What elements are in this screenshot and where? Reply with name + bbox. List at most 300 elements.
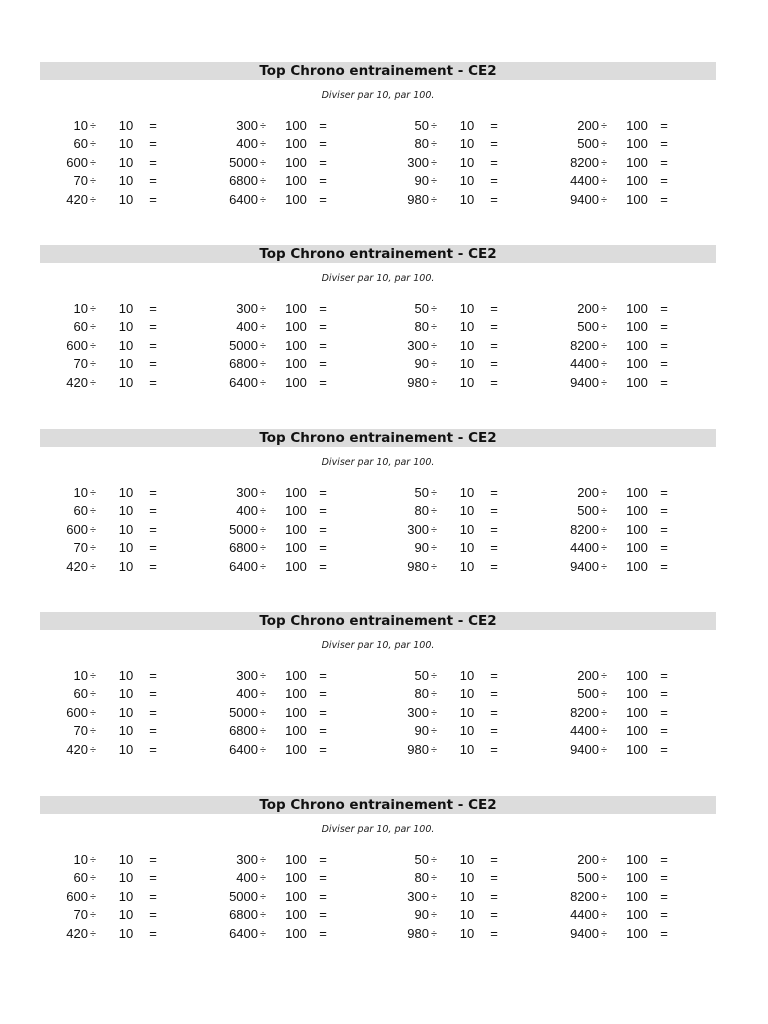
dividend: 8200 [570, 521, 599, 537]
division-sign: ÷ [259, 175, 267, 188]
divisor: 10 [118, 723, 134, 739]
equals-sign: = [319, 356, 327, 372]
equals-sign: = [490, 668, 498, 683]
equals-sign: = [319, 888, 327, 904]
equals-sign: = [149, 356, 157, 372]
dividend: 4400 [570, 907, 599, 923]
equals-sign: = [490, 852, 498, 867]
dividend: 50 [414, 485, 429, 500]
dividend: 9400 [570, 374, 599, 390]
exercise-row [40, 925, 716, 943]
division-sign: ÷ [89, 303, 97, 315]
division-sign: ÷ [430, 542, 438, 555]
division-sign: ÷ [430, 706, 438, 719]
equals-sign: = [149, 191, 157, 207]
division-sign: ÷ [430, 138, 438, 151]
equals-sign: = [149, 668, 157, 683]
divisor: 100 [285, 852, 307, 867]
exercise-row [40, 135, 716, 153]
division-sign: ÷ [259, 890, 267, 903]
equals-sign: = [660, 852, 668, 867]
division-sign: ÷ [430, 927, 438, 940]
divisor: 10 [459, 540, 475, 556]
divisor: 10 [118, 191, 134, 207]
divisor: 10 [118, 503, 134, 519]
dividend: 60 [73, 503, 88, 519]
exercise-row [40, 851, 716, 869]
dividend: 50 [414, 668, 429, 683]
dividend: 980 [407, 925, 429, 941]
divisor: 10 [459, 154, 475, 170]
divisor: 100 [285, 319, 307, 335]
divisor: 100 [285, 521, 307, 537]
exercise-row [40, 888, 716, 906]
equals-sign: = [149, 852, 157, 867]
dividend: 10 [73, 668, 88, 683]
equals-sign: = [149, 337, 157, 353]
equals-sign: = [490, 503, 498, 519]
equals-sign: = [660, 485, 668, 500]
equals-sign: = [660, 870, 668, 886]
dividend: 420 [66, 741, 88, 757]
division-sign: ÷ [259, 872, 267, 885]
division-sign: ÷ [259, 487, 267, 499]
equals-sign: = [660, 741, 668, 757]
divisor: 100 [285, 741, 307, 757]
exercise-sheet [40, 429, 716, 574]
exercise-sheet [40, 62, 716, 207]
equals-sign: = [149, 686, 157, 702]
dividend: 5000 [229, 154, 258, 170]
divisor: 100 [285, 191, 307, 207]
dividend: 500 [577, 319, 599, 335]
divisor: 10 [118, 686, 134, 702]
division-sign: ÷ [430, 358, 438, 371]
division-sign: ÷ [430, 175, 438, 188]
dividend: 90 [414, 173, 429, 189]
division-sign: ÷ [600, 688, 608, 701]
dividend: 400 [236, 319, 258, 335]
division-sign: ÷ [430, 872, 438, 885]
division-sign: ÷ [600, 321, 608, 334]
exercise-row [40, 172, 716, 190]
equals-sign: = [490, 337, 498, 353]
division-sign: ÷ [600, 358, 608, 371]
dividend: 90 [414, 723, 429, 739]
equals-sign: = [149, 558, 157, 574]
equals-sign: = [149, 723, 157, 739]
divisor: 10 [459, 852, 475, 867]
dividend: 600 [66, 704, 88, 720]
division-sign: ÷ [430, 523, 438, 536]
division-sign: ÷ [259, 339, 267, 352]
dividend: 500 [577, 686, 599, 702]
divisor: 10 [459, 558, 475, 574]
division-sign: ÷ [259, 854, 267, 866]
division-sign: ÷ [259, 560, 267, 573]
divisor: 100 [285, 485, 307, 500]
equals-sign: = [319, 154, 327, 170]
exercise-row [40, 318, 716, 336]
dividend: 980 [407, 558, 429, 574]
equals-sign: = [319, 503, 327, 519]
division-sign: ÷ [600, 542, 608, 555]
division-sign: ÷ [430, 560, 438, 573]
equals-sign: = [660, 907, 668, 923]
divisor: 100 [285, 540, 307, 556]
equals-sign: = [149, 374, 157, 390]
dividend: 400 [236, 870, 258, 886]
division-sign: ÷ [89, 175, 97, 188]
sheet-instruction: Diviser par 10, par 100. [321, 90, 435, 101]
division-sign: ÷ [89, 505, 97, 518]
division-sign: ÷ [89, 321, 97, 334]
dividend: 6800 [229, 173, 258, 189]
dividend: 80 [414, 686, 429, 702]
division-sign: ÷ [259, 138, 267, 151]
equals-sign: = [319, 907, 327, 923]
divisor: 10 [118, 870, 134, 886]
divisor: 100 [626, 356, 648, 372]
divisor: 100 [626, 870, 648, 886]
division-sign: ÷ [89, 670, 97, 682]
dividend: 4400 [570, 356, 599, 372]
dividend: 6400 [229, 741, 258, 757]
exercise-grid [40, 117, 716, 209]
divisor: 100 [626, 319, 648, 335]
exercise-grid [40, 300, 716, 392]
exercise-row [40, 502, 716, 520]
dividend: 10 [73, 301, 88, 316]
divisor: 10 [459, 925, 475, 941]
divisor: 10 [118, 558, 134, 574]
dividend: 8200 [570, 154, 599, 170]
dividend: 5000 [229, 337, 258, 353]
dividend: 70 [73, 907, 88, 923]
exercise-row [40, 685, 716, 703]
division-sign: ÷ [259, 927, 267, 940]
divisor: 100 [626, 852, 648, 867]
divisor: 10 [118, 356, 134, 372]
exercise-row [40, 722, 716, 740]
sheet-instruction: Diviser par 10, par 100. [321, 824, 435, 835]
divisor: 10 [459, 301, 475, 316]
divisor: 10 [118, 154, 134, 170]
division-sign: ÷ [89, 358, 97, 371]
equals-sign: = [149, 319, 157, 335]
equals-sign: = [149, 925, 157, 941]
dividend: 980 [407, 191, 429, 207]
equals-sign: = [660, 723, 668, 739]
division-sign: ÷ [600, 193, 608, 206]
dividend: 10 [73, 852, 88, 867]
exercise-row [40, 117, 716, 135]
equals-sign: = [149, 704, 157, 720]
exercise-grid [40, 484, 716, 576]
equals-sign: = [490, 356, 498, 372]
dividend: 200 [577, 118, 599, 133]
dividend: 80 [414, 870, 429, 886]
dividend: 8200 [570, 337, 599, 353]
division-sign: ÷ [259, 376, 267, 389]
division-sign: ÷ [430, 725, 438, 738]
dividend: 300 [407, 154, 429, 170]
equals-sign: = [149, 301, 157, 316]
division-sign: ÷ [600, 743, 608, 756]
divisor: 10 [118, 741, 134, 757]
dividend: 50 [414, 301, 429, 316]
division-sign: ÷ [430, 890, 438, 903]
dividend: 6400 [229, 191, 258, 207]
divisor: 10 [118, 704, 134, 720]
dividend: 50 [414, 852, 429, 867]
division-sign: ÷ [89, 339, 97, 352]
division-sign: ÷ [89, 725, 97, 738]
division-sign: ÷ [89, 706, 97, 719]
divisor: 100 [626, 540, 648, 556]
dividend: 300 [236, 118, 258, 133]
equals-sign: = [490, 374, 498, 390]
exercise-sheet [40, 796, 716, 941]
divisor: 10 [459, 907, 475, 923]
dividend: 6400 [229, 374, 258, 390]
equals-sign: = [149, 907, 157, 923]
equals-sign: = [149, 521, 157, 537]
divisor: 100 [285, 173, 307, 189]
divisor: 100 [626, 136, 648, 152]
divisor: 10 [118, 852, 134, 867]
dividend: 500 [577, 503, 599, 519]
division-sign: ÷ [600, 505, 608, 518]
division-sign: ÷ [89, 138, 97, 151]
sheet-instruction: Diviser par 10, par 100. [321, 457, 435, 468]
divisor: 100 [285, 870, 307, 886]
divisor: 10 [459, 136, 475, 152]
divisor: 100 [626, 173, 648, 189]
divisor: 10 [459, 888, 475, 904]
dividend: 80 [414, 136, 429, 152]
exercise-row [40, 355, 716, 373]
division-sign: ÷ [89, 909, 97, 922]
equals-sign: = [490, 485, 498, 500]
equals-sign: = [660, 704, 668, 720]
sheet-title: Top Chrono entrainement - CE2 [40, 245, 716, 263]
dividend: 6400 [229, 558, 258, 574]
divisor: 100 [285, 503, 307, 519]
equals-sign: = [149, 540, 157, 556]
sheet-title: Top Chrono entrainement - CE2 [40, 612, 716, 630]
divisor: 100 [626, 485, 648, 500]
equals-sign: = [319, 558, 327, 574]
division-sign: ÷ [430, 688, 438, 701]
equals-sign: = [660, 356, 668, 372]
divisor: 100 [626, 907, 648, 923]
divisor: 10 [118, 374, 134, 390]
dividend: 500 [577, 870, 599, 886]
division-sign: ÷ [430, 854, 438, 866]
divisor: 10 [459, 521, 475, 537]
division-sign: ÷ [89, 376, 97, 389]
dividend: 9400 [570, 925, 599, 941]
divisor: 10 [459, 337, 475, 353]
divisor: 10 [118, 136, 134, 152]
division-sign: ÷ [600, 890, 608, 903]
division-sign: ÷ [430, 505, 438, 518]
dividend: 80 [414, 319, 429, 335]
division-sign: ÷ [259, 542, 267, 555]
divisor: 100 [626, 558, 648, 574]
equals-sign: = [149, 888, 157, 904]
divisor: 100 [285, 356, 307, 372]
dividend: 9400 [570, 558, 599, 574]
divisor: 100 [626, 118, 648, 133]
divisor: 100 [285, 888, 307, 904]
divisor: 100 [626, 521, 648, 537]
dividend: 5000 [229, 704, 258, 720]
equals-sign: = [660, 558, 668, 574]
divisor: 100 [626, 374, 648, 390]
division-sign: ÷ [259, 725, 267, 738]
equals-sign: = [319, 668, 327, 683]
equals-sign: = [490, 907, 498, 923]
equals-sign: = [660, 503, 668, 519]
dividend: 420 [66, 191, 88, 207]
equals-sign: = [490, 870, 498, 886]
dividend: 60 [73, 686, 88, 702]
division-sign: ÷ [600, 706, 608, 719]
equals-sign: = [660, 191, 668, 207]
division-sign: ÷ [600, 523, 608, 536]
division-sign: ÷ [89, 523, 97, 536]
sheet-title: Top Chrono entrainement - CE2 [40, 62, 716, 80]
division-sign: ÷ [600, 303, 608, 315]
equals-sign: = [319, 686, 327, 702]
division-sign: ÷ [430, 339, 438, 352]
division-sign: ÷ [89, 487, 97, 499]
division-sign: ÷ [430, 743, 438, 756]
division-sign: ÷ [430, 120, 438, 132]
division-sign: ÷ [259, 120, 267, 132]
dividend: 600 [66, 521, 88, 537]
equals-sign: = [149, 154, 157, 170]
equals-sign: = [660, 540, 668, 556]
division-sign: ÷ [259, 523, 267, 536]
equals-sign: = [319, 301, 327, 316]
dividend: 300 [236, 852, 258, 867]
dividend: 70 [73, 173, 88, 189]
equals-sign: = [490, 154, 498, 170]
dividend: 60 [73, 136, 88, 152]
sheet-instruction: Diviser par 10, par 100. [321, 273, 435, 284]
divisor: 10 [459, 704, 475, 720]
dividend: 9400 [570, 191, 599, 207]
equals-sign: = [490, 704, 498, 720]
equals-sign: = [319, 319, 327, 335]
divisor: 10 [459, 741, 475, 757]
dividend: 60 [73, 319, 88, 335]
divisor: 100 [626, 888, 648, 904]
equals-sign: = [490, 301, 498, 316]
divisor: 100 [285, 704, 307, 720]
division-sign: ÷ [89, 193, 97, 206]
division-sign: ÷ [259, 706, 267, 719]
dividend: 70 [73, 723, 88, 739]
equals-sign: = [490, 741, 498, 757]
dividend: 8200 [570, 888, 599, 904]
division-sign: ÷ [89, 854, 97, 866]
exercise-sheet [40, 245, 716, 390]
equals-sign: = [490, 521, 498, 537]
dividend: 600 [66, 337, 88, 353]
equals-sign: = [319, 374, 327, 390]
dividend: 200 [577, 485, 599, 500]
exercise-row [40, 337, 716, 355]
divisor: 10 [459, 723, 475, 739]
exercise-row [40, 704, 716, 722]
dividend: 300 [236, 485, 258, 500]
dividend: 300 [407, 888, 429, 904]
exercise-row [40, 484, 716, 502]
equals-sign: = [660, 374, 668, 390]
division-sign: ÷ [600, 927, 608, 940]
division-sign: ÷ [430, 156, 438, 169]
division-sign: ÷ [600, 138, 608, 151]
division-sign: ÷ [600, 120, 608, 132]
division-sign: ÷ [600, 560, 608, 573]
dividend: 80 [414, 503, 429, 519]
division-sign: ÷ [430, 670, 438, 682]
divisor: 100 [626, 686, 648, 702]
division-sign: ÷ [89, 927, 97, 940]
dividend: 420 [66, 925, 88, 941]
dividend: 90 [414, 356, 429, 372]
divisor: 100 [285, 337, 307, 353]
divisor: 10 [118, 907, 134, 923]
equals-sign: = [490, 558, 498, 574]
equals-sign: = [660, 154, 668, 170]
division-sign: ÷ [430, 321, 438, 334]
equals-sign: = [319, 118, 327, 133]
division-sign: ÷ [259, 505, 267, 518]
divisor: 100 [285, 723, 307, 739]
dividend: 600 [66, 154, 88, 170]
sheet-instruction: Diviser par 10, par 100. [321, 640, 435, 651]
exercise-sheet [40, 612, 716, 757]
divisor: 100 [285, 374, 307, 390]
division-sign: ÷ [600, 725, 608, 738]
equals-sign: = [319, 723, 327, 739]
dividend: 4400 [570, 173, 599, 189]
division-sign: ÷ [89, 688, 97, 701]
division-sign: ÷ [259, 909, 267, 922]
divisor: 10 [118, 925, 134, 941]
dividend: 4400 [570, 540, 599, 556]
exercise-row [40, 300, 716, 318]
equals-sign: = [490, 723, 498, 739]
exercise-row [40, 869, 716, 887]
dividend: 10 [73, 118, 88, 133]
divisor: 100 [626, 337, 648, 353]
exercise-row [40, 558, 716, 576]
equals-sign: = [490, 540, 498, 556]
division-sign: ÷ [600, 175, 608, 188]
equals-sign: = [660, 337, 668, 353]
divisor: 100 [285, 925, 307, 941]
division-sign: ÷ [259, 688, 267, 701]
dividend: 420 [66, 558, 88, 574]
dividend: 5000 [229, 521, 258, 537]
dividend: 500 [577, 136, 599, 152]
